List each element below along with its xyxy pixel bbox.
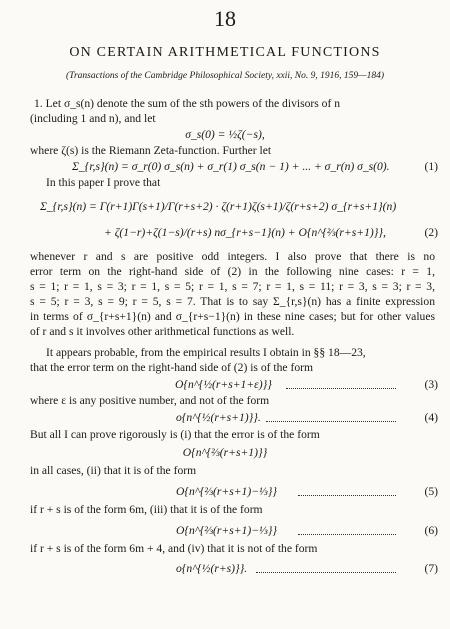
- text-line-16: if r + s is of the form 6m, (iii) that it is of the form: [30, 503, 263, 516]
- formula-main-line-2: + ζ(1−r)+ζ(1−s)/(r+s) nσ_{r+s−1}(n) + O{n^{⅔(r+s+1)}},: [104, 226, 386, 239]
- dot-leader: [298, 525, 396, 535]
- text-line-1: 1. Let σ_s(n) denote the sum of the sth powers of the divisors of n: [34, 97, 341, 110]
- text-line-7: s = 1; r = 1, s = 3; r = 1, s = 5; r = 1, s = 7; r = 1, s = 11; r = 3, s = 3; r = 3,: [30, 280, 435, 293]
- text-line-3: where ζ(s) is the Riemann Zeta-function. Further let: [30, 144, 272, 157]
- source-citation: (Transactions of the Cambridge Philosophical Society, xxii, No. 9, 1916, 159—184): [66, 71, 384, 81]
- text-line-15: in all cases, (ii) that it is of the form: [30, 464, 197, 477]
- page-title: ON CERTAIN ARITHMETICAL FUNCTIONS: [69, 45, 381, 60]
- text-line-13: where ε is any positive number, and not of the form: [30, 394, 270, 407]
- equation-number-2: (2): [424, 226, 438, 239]
- formula-sigma-rs: Σ_{r,s}(n) = σ_r(0) σ_s(n) + σ_r(1) σ_s(n − 1) + ... + σ_r(n) σ_s(0).: [72, 160, 390, 173]
- formula-error-form: O{n^{½(r+s+1+ε)}}: [175, 378, 272, 391]
- text-line-8: s = 5; r = 3, s = 9; r = 5, s = 7. That is to say Σ_{r,s}(n) has a finite expression: [30, 295, 435, 308]
- text-line-6: error term on the right-hand side of (2) in the following nine cases: r = 1,: [30, 265, 435, 278]
- formula-sigma-zero: σ_s(0) = ½ζ(−s),: [185, 128, 265, 141]
- dot-leader: [266, 412, 396, 422]
- text-line-2: (including 1 and n), and let: [30, 112, 156, 125]
- formula-not-of-form: o{n^{½(r+s)}}.: [176, 562, 248, 575]
- equation-number-6: (6): [424, 524, 438, 537]
- equation-number-5: (5): [424, 485, 438, 498]
- text-line-14: But all I can prove rigorously is (i) that the error is of the form: [30, 428, 320, 441]
- formula-rigorous-bound: O{n^{⅔(r+s+1)}}: [182, 446, 268, 459]
- equation-number-7: (7): [424, 562, 438, 575]
- page-number: 18: [214, 6, 236, 31]
- text-line-17: if r + s is of the form 6m + 4, and (iv) that it is not of the form: [30, 542, 318, 555]
- text-line-5: whenever r and s are positive odd integers. I also prove that there is no: [30, 250, 435, 263]
- formula-not-form: o{n^{½(r+s+1)}}.: [176, 411, 261, 424]
- text-line-9: in terms of σ_{r+s+1}(n) and σ_{r+s−1}(n) in these nine cases; but for other values: [30, 310, 435, 323]
- equation-number-3: (3): [424, 378, 438, 391]
- formula-case-6m: O{n^{⅔(r+s+1)−⅓}}: [176, 485, 278, 498]
- dot-leader: [298, 486, 396, 496]
- dot-leader: [286, 379, 396, 389]
- dot-leader: [256, 563, 396, 573]
- text-line-10: of r and s it involves other arithmetical functions as well.: [30, 325, 295, 338]
- equation-number-4: (4): [424, 411, 438, 424]
- text-line-12: that the error term on the right-hand side of (2) is of the form: [30, 361, 313, 374]
- text-line-4: In this paper I prove that: [46, 176, 161, 189]
- equation-number-1: (1): [424, 160, 438, 173]
- text-line-11: It appears probable, from the empirical results I obtain in §§ 18—23,: [46, 346, 366, 359]
- formula-main-line-1: Σ_{r,s}(n) = Γ(r+1)Γ(s+1)/Γ(r+s+2) · ζ(r+1)ζ(s+1)/ζ(r+s+2) σ_{r+s+1}(n): [40, 200, 397, 213]
- formula-case-6m-4: O{n^{⅔(r+s+1)−⅓}}: [176, 524, 278, 537]
